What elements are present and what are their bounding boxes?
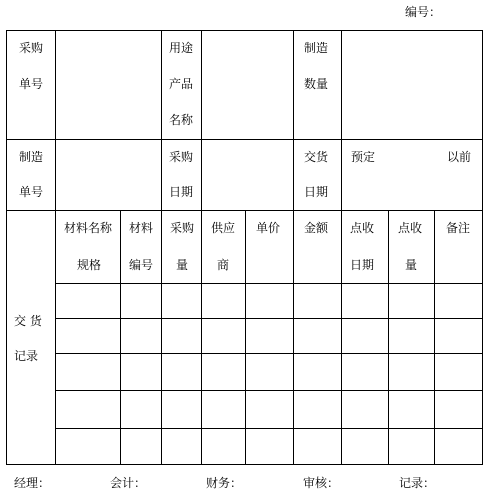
manufacture-qty-label-1: 制造	[304, 41, 329, 55]
col-divider-top-5	[341, 30, 342, 211]
row-divider-1	[6, 139, 483, 140]
record-row-line-3	[55, 353, 483, 354]
col-divider-top-4	[293, 30, 294, 211]
col-header-receive-date-2: 日期	[350, 258, 375, 272]
col-divider-top-1	[55, 30, 56, 211]
col-divider-3	[161, 210, 162, 465]
usage-label-3: 名称	[169, 113, 194, 127]
col-header-receive-date-1: 点收	[350, 221, 375, 235]
record-row-line-1	[55, 283, 483, 284]
delivery-record-label-2: 记录	[14, 349, 39, 363]
col-divider-8	[388, 210, 389, 465]
record-row-line-2	[55, 318, 483, 319]
table-top-border	[6, 30, 483, 31]
purchase-no-label-1: 采购	[19, 41, 44, 55]
purchase-no-label-2: 单号	[19, 77, 44, 91]
col-divider-side	[55, 210, 56, 465]
col-header-supplier-2: 商	[217, 258, 230, 272]
col-divider-6	[293, 210, 294, 465]
scheduled-label: 预定	[351, 150, 376, 164]
col-header-receive-qty-1: 点收	[398, 221, 423, 235]
col-header-material-no-1: 材料	[129, 221, 154, 235]
before-label: 以前	[447, 150, 472, 164]
footer-finance-label: 财务：	[206, 476, 243, 490]
serial-number-label: 编号：	[405, 5, 442, 19]
usage-label-1: 用途	[169, 41, 194, 55]
col-divider-2	[120, 210, 121, 465]
delivery-date-label-1: 交货	[304, 150, 329, 164]
col-header-unit-price: 单价	[256, 221, 281, 235]
col-header-purchase-qty-2: 量	[176, 258, 189, 272]
footer-accounting-label: 会计：	[110, 476, 147, 490]
manufacture-no-label-2: 单号	[19, 185, 44, 199]
purchase-date-label-1: 采购	[169, 150, 194, 164]
table-right-border	[482, 30, 483, 465]
col-header-material-no-2: 编号	[129, 258, 154, 272]
col-header-receive-qty-2: 量	[405, 258, 418, 272]
col-divider-top-3	[201, 30, 202, 211]
col-header-material-name-1: 材料名称	[64, 221, 113, 235]
manufacture-no-label-1: 制造	[19, 150, 44, 164]
table-left-border	[6, 30, 7, 465]
col-header-purchase-qty-1: 采购	[170, 221, 195, 235]
col-divider-5	[245, 210, 246, 465]
footer-review-label: 审核：	[303, 476, 340, 490]
col-divider-9	[434, 210, 435, 465]
col-divider-top-2	[161, 30, 162, 211]
footer-manager-label: 经理：	[14, 476, 51, 490]
record-row-line-4	[55, 390, 483, 391]
purchase-date-label-2: 日期	[169, 185, 194, 199]
footer-recorder-label: 记录：	[399, 476, 436, 490]
col-divider-4	[201, 210, 202, 465]
record-row-line-5	[55, 428, 483, 429]
manufacture-qty-label-2: 数量	[304, 77, 329, 91]
col-header-supplier-1: 供应	[211, 221, 236, 235]
delivery-record-label-1: 交 货	[14, 314, 42, 328]
col-header-amount: 金额	[304, 221, 329, 235]
col-divider-7	[341, 210, 342, 465]
col-header-material-name-2: 规格	[77, 258, 102, 272]
delivery-date-label-2: 日期	[304, 185, 329, 199]
usage-label-2: 产品	[169, 77, 194, 91]
col-header-remarks: 备注	[446, 221, 471, 235]
